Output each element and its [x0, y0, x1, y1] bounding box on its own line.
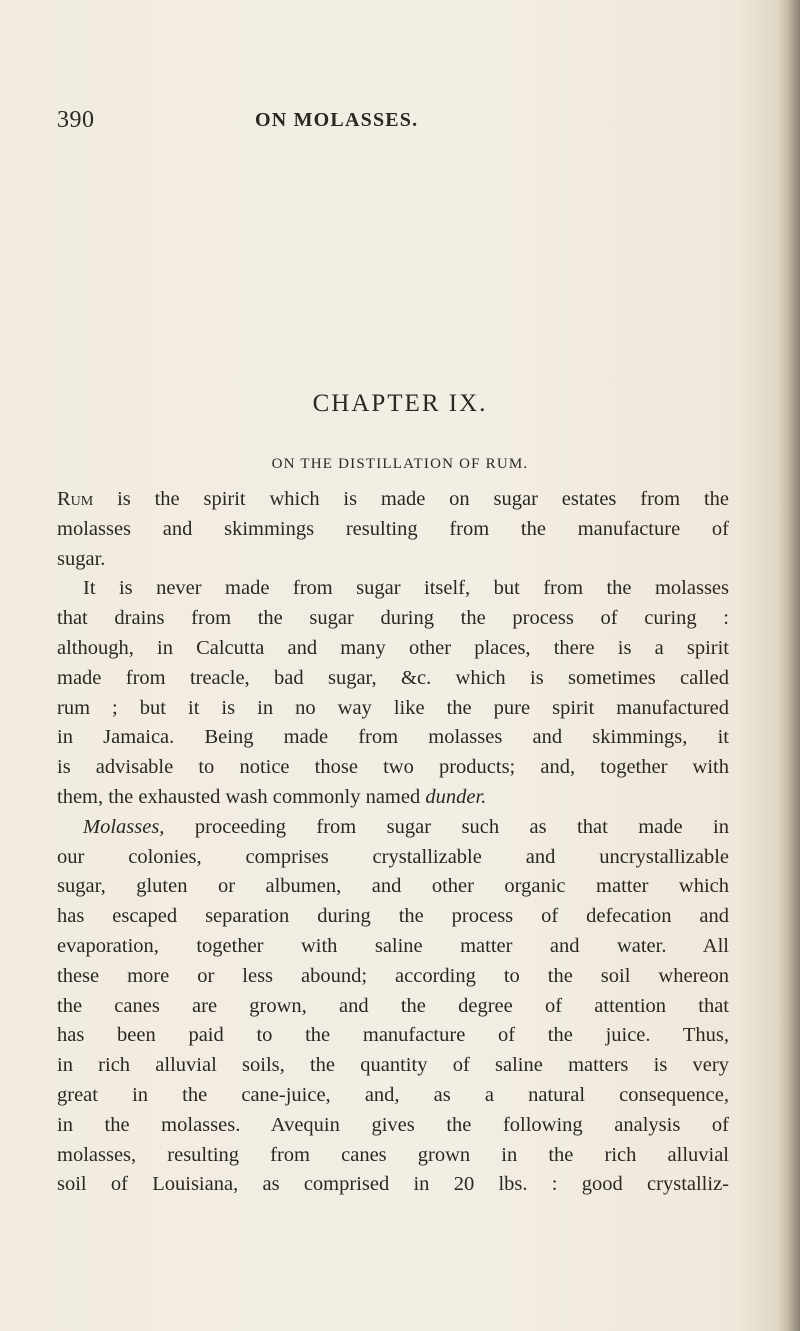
text-line: the canes are grown, and the degree of attention that: [57, 994, 729, 1017]
text-line: evaporation, together with saline matter and water. All: [57, 934, 729, 957]
text-line: although, in Calcutta and many other places, there is a spirit: [57, 636, 729, 659]
text-line: [57, 485, 729, 515]
page-number: 390: [57, 107, 95, 133]
page-header: [0, 107, 800, 137]
text-line: in the molasses. Avequin gives the following analysis of: [57, 1113, 729, 1136]
text-line: in Jamaica. Being made from molasses and skimmings, it: [57, 726, 729, 749]
text-line: sugar, gluten or albumen, and other organic matter which: [57, 875, 729, 898]
text-line: molasses and skimmings resulting from the manufacture of: [57, 517, 729, 540]
text-line: [57, 783, 729, 813]
text-line: has escaped separation during the process of defecation and: [57, 905, 729, 928]
running-head: ON MOLASSES.: [255, 109, 419, 131]
text-line: molasses, resulting from canes grown in the rich alluvial: [57, 1143, 729, 1166]
line-text: is the spirit which is made on sugar estates from the: [93, 488, 729, 510]
italic-term: Molasses,: [83, 815, 165, 838]
italic-term: dunder.: [425, 785, 487, 808]
text-line: that drains from the sugar during the process of curing :: [57, 607, 729, 630]
text-line: is advisable to notice those two products; and, together with: [57, 756, 729, 779]
text-line: soil of Louisiana, as comprised in 20 lbs. : good crystalliz-: [57, 1173, 729, 1196]
text-line: [57, 813, 729, 843]
drop-word: Rum: [57, 488, 94, 510]
text-line: has been paid to the manufacture of the juice. Thus,: [57, 1024, 729, 1047]
text-line: our colonies, comprises crystallizable and uncrystallizable: [57, 845, 729, 868]
body-text: [57, 485, 729, 1200]
text-line: sugar.: [57, 547, 106, 570]
chapter-title: CHAPTER IX.: [312, 390, 488, 417]
text-line: these more or less abound; according to the soil whereon: [57, 964, 729, 987]
page-edge-shadow: [778, 0, 800, 1331]
text-line: It is never made from sugar itself, but from the molasses: [83, 577, 729, 600]
text-line: great in the cane-juice, and, as a natural consequence,: [57, 1083, 729, 1106]
line-text: them, the exhausted wash commonly named: [57, 785, 426, 808]
text-line: rum ; but it is in no way like the pure spirit manufactured: [57, 696, 729, 719]
text-line: in rich alluvial soils, the quantity of saline matters is very: [57, 1054, 729, 1077]
line-text: proceeding from sugar such as that made in: [164, 815, 729, 838]
chapter-subtitle: ON THE DISTILLATION OF RUM.: [271, 456, 529, 472]
text-line: made from treacle, bad sugar, &c. which is sometimes called: [57, 666, 729, 689]
